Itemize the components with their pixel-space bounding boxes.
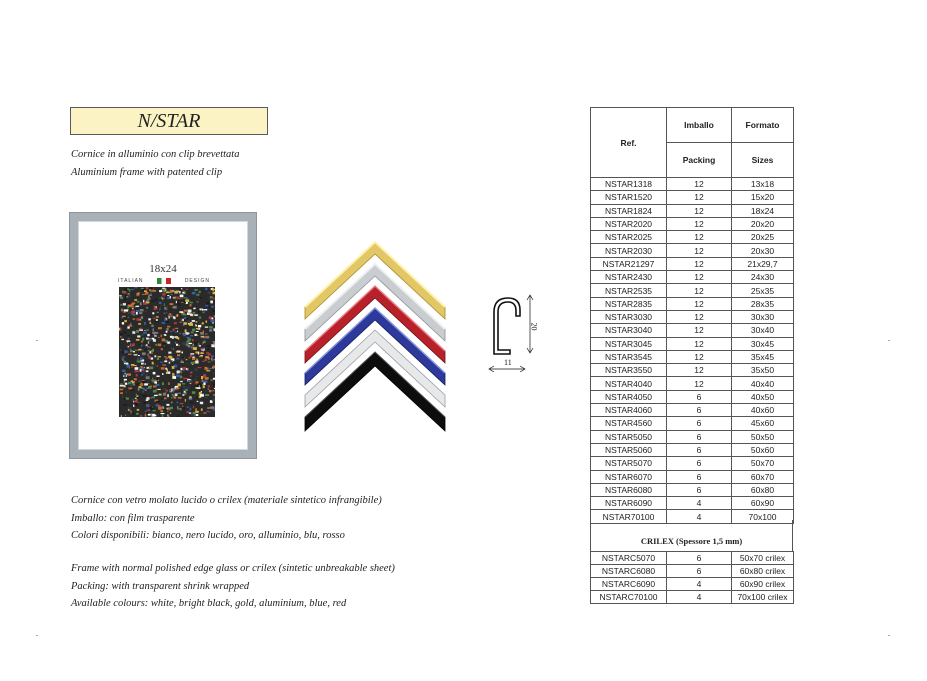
- size-cell: 60x90 crilex: [732, 578, 794, 591]
- packing-cell: 6: [667, 417, 732, 430]
- packing-cell: 12: [667, 217, 732, 230]
- table-row: [591, 390, 794, 403]
- mosaic-artwork: [119, 287, 215, 417]
- table-row: [591, 337, 794, 350]
- ref-cell: NSTAR4060: [591, 404, 667, 417]
- format-header-it: Formato: [732, 108, 794, 143]
- size-cell: 25x35: [732, 284, 794, 297]
- ref-cell: NSTAR5050: [591, 430, 667, 443]
- packing-cell: 12: [667, 204, 732, 217]
- size-cell: 35x50: [732, 364, 794, 377]
- table-row: [591, 231, 794, 244]
- sizes-table: [590, 107, 794, 524]
- packing-cell: 12: [667, 284, 732, 297]
- packing-cell: 12: [667, 191, 732, 204]
- format-header-en: Sizes: [732, 143, 794, 178]
- desc-en-line-2: Packing: with transparent shrink wrapped: [71, 580, 250, 592]
- packing-cell: 12: [667, 271, 732, 284]
- ref-cell: NSTAR4050: [591, 390, 667, 403]
- table-row: [591, 377, 794, 390]
- ref-cell: NSTAR2025: [591, 231, 667, 244]
- size-cell: 20x30: [732, 244, 794, 257]
- brand-right-text: DESIGN: [184, 278, 210, 284]
- frame-sample-image: [70, 213, 256, 458]
- crilex-table: [590, 551, 794, 604]
- size-cell: 30x40: [732, 324, 794, 337]
- ref-cell: NSTAR21297: [591, 257, 667, 270]
- ref-cell: NSTAR3040: [591, 324, 667, 337]
- packing-cell: 12: [667, 377, 732, 390]
- italian-flag-icon: [157, 278, 171, 284]
- frame-brand-label: [118, 277, 210, 285]
- packing-cell: 6: [667, 552, 732, 565]
- table-row: [591, 297, 794, 310]
- packing-cell: 12: [667, 244, 732, 257]
- ref-cell: NSTARC6080: [591, 565, 667, 578]
- ref-cell: NSTAR5060: [591, 443, 667, 456]
- desc-it-line-2: Imballo: con film trasparente: [71, 512, 195, 524]
- size-cell: 40x50: [732, 390, 794, 403]
- packing-cell: 6: [667, 565, 732, 578]
- packing-cell: 12: [667, 297, 732, 310]
- size-cell: 30x30: [732, 310, 794, 323]
- corner-silver: [305, 264, 445, 341]
- table-row: [591, 310, 794, 323]
- profile-width-label: 11: [504, 358, 512, 367]
- size-cell: 60x70: [732, 470, 794, 483]
- table-row: [591, 178, 794, 191]
- size-cell: 60x80 crilex: [732, 565, 794, 578]
- description-italian: [71, 492, 382, 545]
- packing-cell: 12: [667, 324, 732, 337]
- desc-en-line-3: Available colours: white, bright black, gold, aluminium, blue, red: [71, 598, 347, 609]
- intro-line-en: Aluminium frame with patented clip: [71, 166, 223, 178]
- size-cell: 45x60: [732, 417, 794, 430]
- table-row: [591, 430, 794, 443]
- ref-cell: NSTAR6070: [591, 470, 667, 483]
- ref-cell: NSTAR70100: [591, 510, 667, 523]
- table-row: [591, 457, 794, 470]
- packing-cell: 12: [667, 178, 732, 191]
- table-row: [591, 271, 794, 284]
- size-cell: 28x35: [732, 297, 794, 310]
- packing-cell: 6: [667, 457, 732, 470]
- ref-cell: NSTAR2535: [591, 284, 667, 297]
- packing-cell: 6: [667, 443, 732, 456]
- intro-line-it: Cornice in alluminio con clip brevettata: [71, 149, 240, 160]
- ref-cell: NSTARC70100: [591, 591, 667, 604]
- size-cell: 35x45: [732, 350, 794, 363]
- desc-it-line-3: Colori disponibili: bianco, nero lucido, oro, alluminio, blu, rosso: [71, 530, 345, 541]
- desc-en-line-1: Frame with normal polished edge glass or crilex (sintetic unbreakable sheet): [71, 563, 395, 574]
- table-row: [591, 191, 794, 204]
- table-row: [591, 204, 794, 217]
- desc-it-line-1: Cornice con vetro molato lucido o crilex (materiale sintetico infrangibile): [71, 495, 382, 506]
- ref-cell: NSTAR1824: [591, 204, 667, 217]
- packing-cell: 4: [667, 497, 732, 510]
- table-row: [591, 565, 794, 578]
- packing-cell: 12: [667, 350, 732, 363]
- ref-cell: NSTAR3550: [591, 364, 667, 377]
- brand-left-text: ITALIAN: [118, 278, 144, 284]
- ref-header: Ref.: [591, 108, 667, 178]
- table-row: [591, 364, 794, 377]
- ref-cell: NSTAR2835: [591, 297, 667, 310]
- table-row: [591, 591, 794, 604]
- packing-cell: 6: [667, 390, 732, 403]
- size-cell: 40x40: [732, 377, 794, 390]
- packing-cell: 12: [667, 337, 732, 350]
- frame-size-label: 18x24: [149, 263, 177, 275]
- ref-cell: NSTAR1520: [591, 191, 667, 204]
- packing-cell: 12: [667, 310, 732, 323]
- size-cell: 50x50: [732, 430, 794, 443]
- size-cell: 70x100: [732, 510, 794, 523]
- table-row: [591, 470, 794, 483]
- ref-cell: NSTAR6080: [591, 483, 667, 496]
- table-row: [591, 257, 794, 270]
- description-english: [71, 560, 395, 613]
- size-cell: 20x20: [732, 217, 794, 230]
- ref-cell: NSTAR3545: [591, 350, 667, 363]
- size-cell: 20x25: [732, 231, 794, 244]
- size-cell: 21x29,7: [732, 257, 794, 270]
- profile-diagram: [486, 292, 548, 372]
- size-cell: 50x60: [732, 443, 794, 456]
- size-cell: 24x30: [732, 271, 794, 284]
- packing-header-en: Packing: [667, 143, 732, 178]
- ref-cell: NSTAR3045: [591, 337, 667, 350]
- size-cell: 70x100 crilex: [732, 591, 794, 604]
- size-cell: 60x80: [732, 483, 794, 496]
- size-cell: 50x70: [732, 457, 794, 470]
- packing-cell: 6: [667, 430, 732, 443]
- packing-cell: 6: [667, 404, 732, 417]
- table-row: [591, 443, 794, 456]
- packing-cell: 6: [667, 483, 732, 496]
- table-row: [591, 552, 794, 565]
- ref-cell: NSTAR4040: [591, 377, 667, 390]
- intro-text: [71, 146, 239, 181]
- ref-cell: NSTAR1318: [591, 178, 667, 191]
- table-row: [591, 497, 794, 510]
- ref-cell: NSTARC5070: [591, 552, 667, 565]
- packing-cell: 6: [667, 470, 732, 483]
- size-cell: 15x20: [732, 191, 794, 204]
- crilex-header: CRILEX (Spessore 1,5 mm): [590, 520, 793, 551]
- table-row: [591, 578, 794, 591]
- frame-corner-samples: [300, 237, 450, 432]
- table-row: [591, 217, 794, 230]
- ref-cell: NSTAR4560: [591, 417, 667, 430]
- ref-cell: NSTAR2430: [591, 271, 667, 284]
- size-cell: 30x45: [732, 337, 794, 350]
- size-cell: 60x90: [732, 497, 794, 510]
- table-row: [591, 324, 794, 337]
- size-cell: 50x70 crilex: [732, 552, 794, 565]
- ref-cell: NSTAR6090: [591, 497, 667, 510]
- packing-cell: 12: [667, 231, 732, 244]
- packing-cell: 4: [667, 578, 732, 591]
- packing-cell: 12: [667, 364, 732, 377]
- ref-cell: NSTAR2030: [591, 244, 667, 257]
- table-row: [591, 284, 794, 297]
- ref-cell: NSTAR5070: [591, 457, 667, 470]
- table-row: [591, 350, 794, 363]
- packing-cell: 4: [667, 591, 732, 604]
- table-row: [591, 404, 794, 417]
- table-row: [591, 417, 794, 430]
- packing-cell: 12: [667, 257, 732, 270]
- packing-cell: 4: [667, 510, 732, 523]
- size-cell: 40x60: [732, 404, 794, 417]
- size-cell: 18x24: [732, 204, 794, 217]
- product-title: N/STAR: [70, 107, 268, 135]
- table-row: [591, 244, 794, 257]
- ref-cell: NSTAR2020: [591, 217, 667, 230]
- packing-header-it: Imballo: [667, 108, 732, 143]
- ref-cell: NSTARC6090: [591, 578, 667, 591]
- size-cell: 13x18: [732, 178, 794, 191]
- profile-height-label: 20: [529, 322, 539, 331]
- ref-cell: NSTAR3030: [591, 310, 667, 323]
- table-row: [591, 483, 794, 496]
